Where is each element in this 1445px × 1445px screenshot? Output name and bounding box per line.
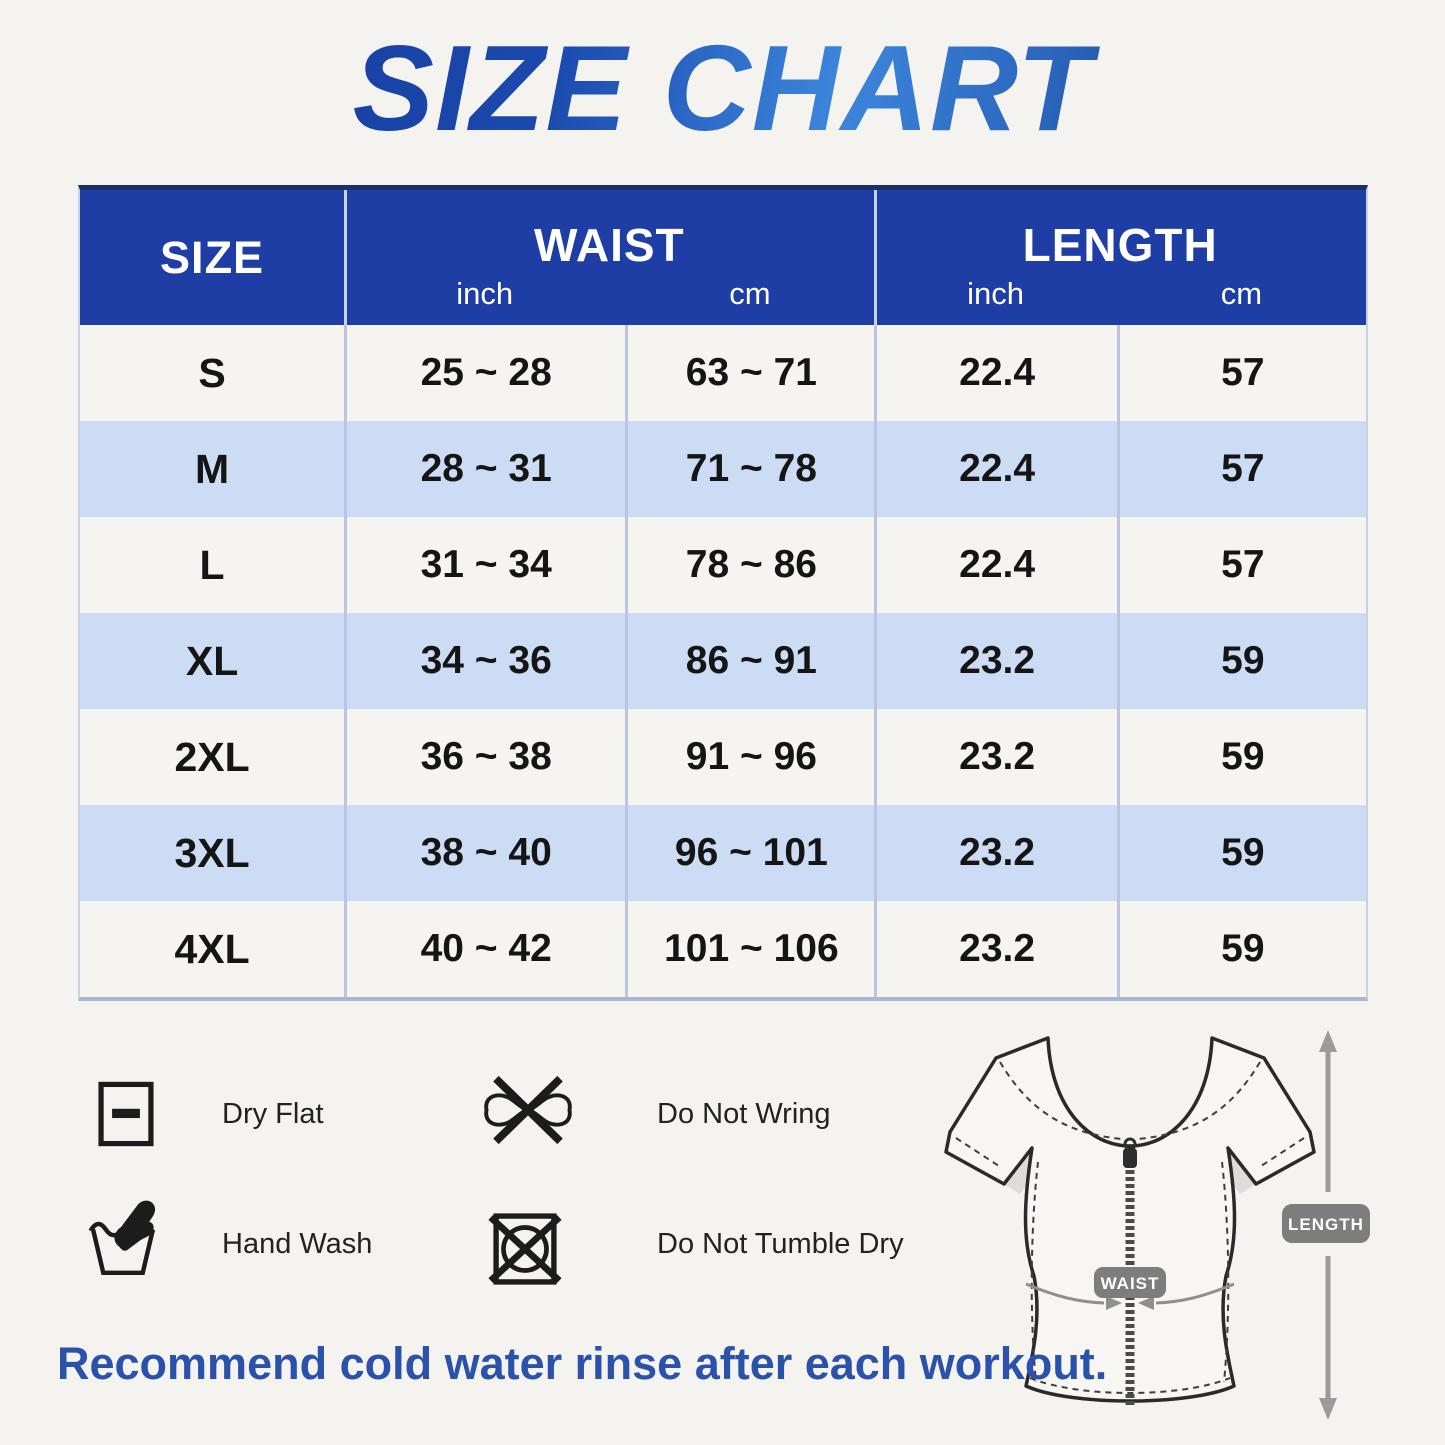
length-cm-cell: 57: [1117, 421, 1366, 517]
waist-inch-cell: 34 ~ 36: [344, 613, 625, 709]
waist-cm-cell: 71 ~ 78: [625, 421, 874, 517]
header-size: SIZE: [160, 231, 265, 283]
table-header: [80, 190, 1366, 325]
header-waist-inch: inch: [456, 276, 514, 311]
length-inch-cell: 22.4: [874, 517, 1116, 613]
size-cell: XL: [185, 637, 239, 684]
length-inch-cell: 23.2: [874, 613, 1116, 709]
waist-inch-cell: 36 ~ 38: [344, 709, 625, 805]
header-waist-cm: cm: [729, 276, 771, 311]
care-label: Dry Flat: [222, 1098, 324, 1130]
table-row: [80, 421, 1366, 517]
header-waist: WAIST: [533, 219, 685, 271]
waist-pill-label: WAIST: [1100, 1274, 1160, 1293]
waist-cm-cell: 96 ~ 101: [625, 805, 874, 901]
size-cell: 4XL: [174, 925, 250, 972]
page-title: SIZE CHART: [0, 18, 1445, 158]
waist-inch-cell: 40 ~ 42: [344, 901, 625, 997]
waist-inch-cell: 31 ~ 34: [344, 517, 625, 613]
table-row: [80, 805, 1366, 901]
header-length-inch: inch: [967, 276, 1025, 311]
length-cm-cell: 59: [1117, 805, 1366, 901]
waist-cm-cell: 91 ~ 96: [625, 709, 874, 805]
size-table: [78, 185, 1368, 1001]
header-divider: [874, 190, 877, 325]
size-cell: 2XL: [174, 733, 250, 780]
table-row: [80, 901, 1366, 997]
header-length: LENGTH: [1022, 219, 1218, 271]
care-note: Recommend cold water rinse after each workout.: [57, 1338, 1108, 1389]
length-cm-cell: 59: [1117, 901, 1366, 997]
table-row: [80, 709, 1366, 805]
care-label: Do Not Tumble Dry: [657, 1228, 904, 1260]
size-cell: 3XL: [174, 829, 250, 876]
table-row: [80, 517, 1366, 613]
waist-cm-cell: 86 ~ 91: [625, 613, 874, 709]
header-divider: [344, 190, 347, 325]
length-inch-cell: 22.4: [874, 421, 1116, 517]
care-label: Hand Wash: [222, 1228, 373, 1260]
length-pill-label: LENGTH: [1288, 1215, 1364, 1234]
header-length-cm: cm: [1220, 276, 1263, 311]
length-cm-cell: 57: [1117, 517, 1366, 613]
length-inch-cell: 23.2: [874, 805, 1116, 901]
length-cm-cell: 59: [1117, 613, 1366, 709]
waist-inch-cell: 28 ~ 31: [344, 421, 625, 517]
do-not-tumble-dry-icon: [488, 1208, 562, 1290]
size-cell: M: [194, 445, 230, 492]
length-inch-cell: 22.4: [874, 325, 1116, 421]
length-inch-cell: 23.2: [874, 901, 1116, 997]
size-cell: L: [199, 541, 225, 588]
care-label: Do Not Wring: [657, 1098, 831, 1130]
waist-cm-cell: 101 ~ 106: [625, 901, 874, 997]
length-inch-cell: 23.2: [874, 709, 1116, 805]
waist-cm-cell: 78 ~ 86: [625, 517, 874, 613]
do-not-wring-icon: [477, 1074, 579, 1146]
waist-cm-cell: 63 ~ 71: [625, 325, 874, 421]
dry-flat-icon: [97, 1080, 155, 1148]
waist-inch-cell: 25 ~ 28: [344, 325, 625, 421]
hand-wash-icon: [88, 1190, 158, 1278]
length-cm-cell: 57: [1117, 325, 1366, 421]
table-row: [80, 325, 1366, 421]
table-row: [80, 613, 1366, 709]
size-cell: S: [198, 349, 226, 396]
length-cm-cell: 59: [1117, 709, 1366, 805]
waist-inch-cell: 38 ~ 40: [344, 805, 625, 901]
table-body: [80, 325, 1366, 997]
